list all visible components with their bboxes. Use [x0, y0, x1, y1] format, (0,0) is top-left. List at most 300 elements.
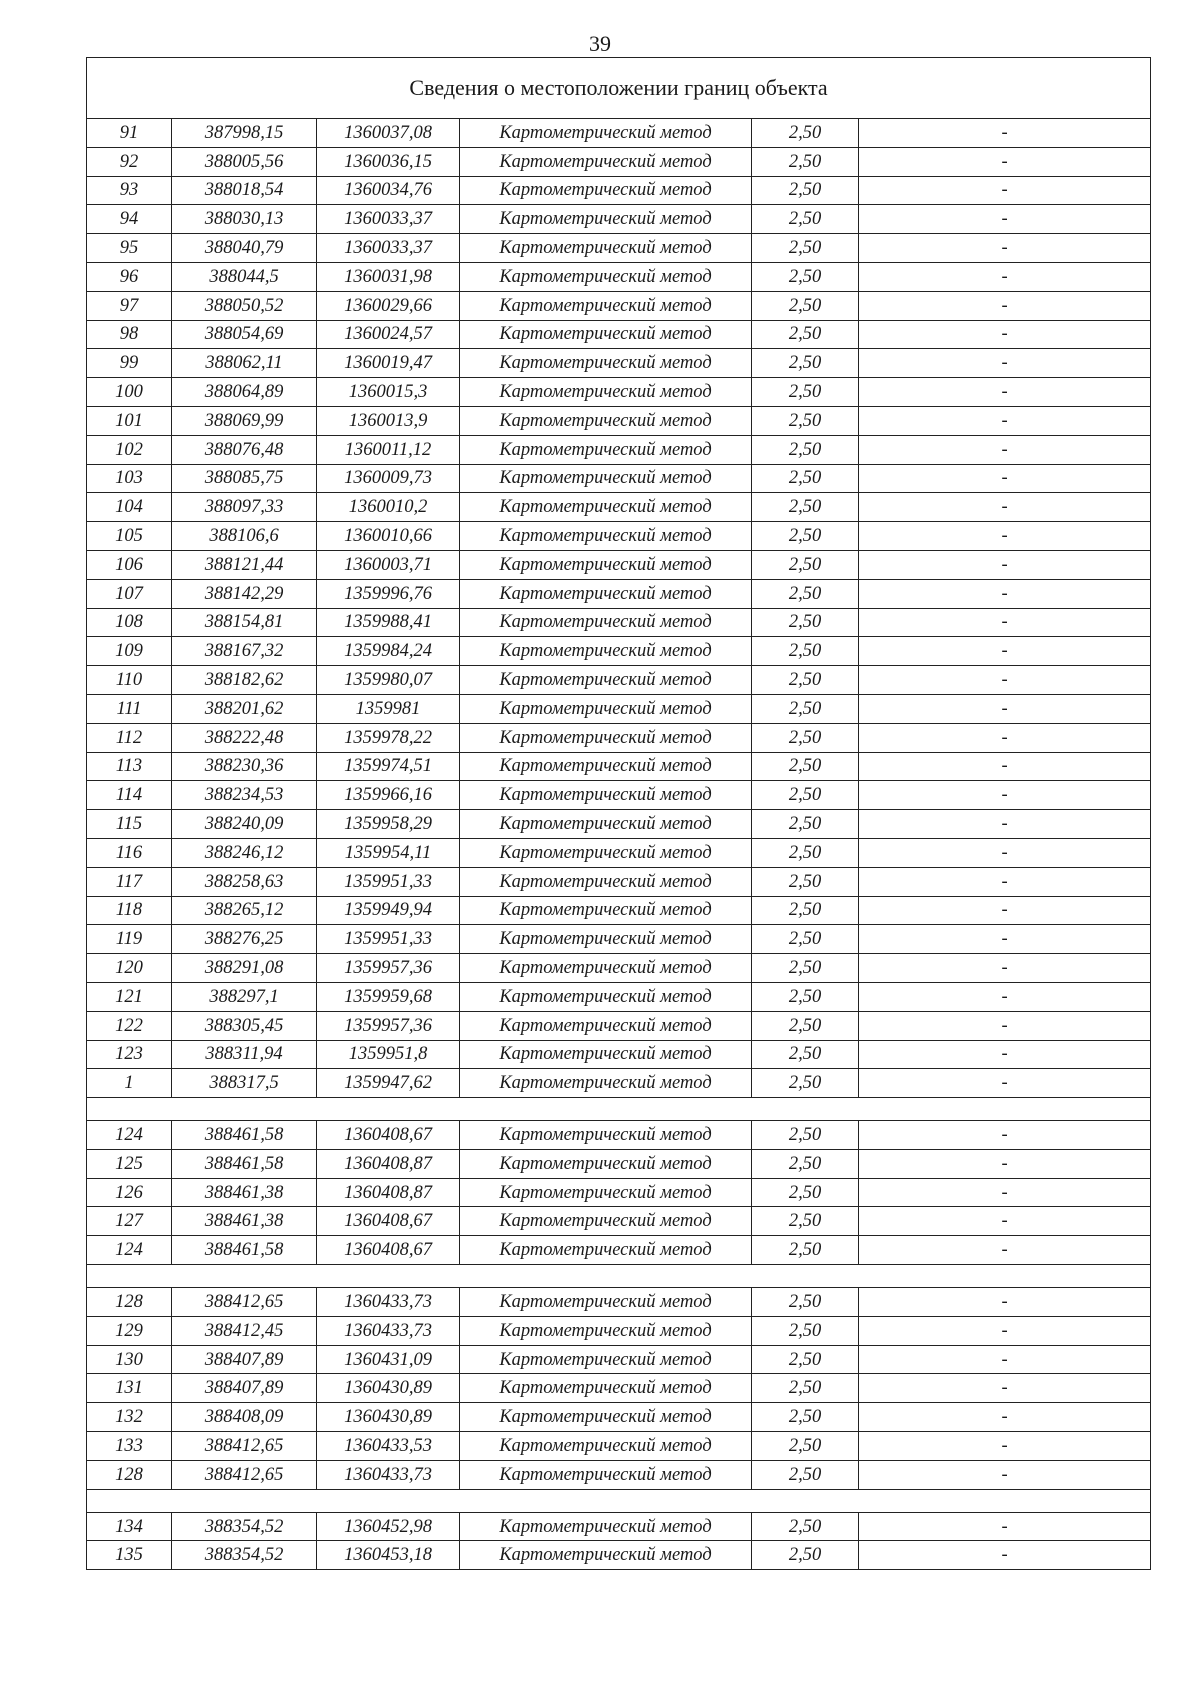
table-row [87, 406, 1151, 435]
note-cell: - [859, 1121, 1151, 1150]
table-row [87, 550, 1151, 579]
table-row [87, 1345, 1151, 1374]
table-row [87, 1069, 1151, 1098]
point-number-cell: 94 [87, 205, 172, 234]
accuracy-cell: 2,50 [752, 119, 859, 148]
point-number-cell: 100 [87, 378, 172, 407]
note-cell: - [859, 1432, 1151, 1461]
table-row [87, 147, 1151, 176]
x-coordinate-cell: 388354,52 [172, 1512, 317, 1541]
x-coordinate-cell: 388412,65 [172, 1288, 317, 1317]
method-cell: Картометрический метод [460, 1541, 752, 1570]
accuracy-cell: 2,50 [752, 1121, 859, 1150]
point-number-cell: 128 [87, 1460, 172, 1489]
point-number-cell: 117 [87, 867, 172, 896]
x-coordinate-cell: 388461,58 [172, 1236, 317, 1265]
accuracy-cell: 2,50 [752, 838, 859, 867]
y-coordinate-cell: 1360430,89 [317, 1403, 460, 1432]
note-cell: - [859, 378, 1151, 407]
method-cell: Картометрический метод [460, 1040, 752, 1069]
x-coordinate-cell: 388354,52 [172, 1541, 317, 1570]
method-cell: Картометрический метод [460, 1011, 752, 1040]
accuracy-cell: 2,50 [752, 810, 859, 839]
x-coordinate-cell: 388276,25 [172, 925, 317, 954]
point-number-cell: 92 [87, 147, 172, 176]
note-cell: - [859, 579, 1151, 608]
x-coordinate-cell: 388412,65 [172, 1460, 317, 1489]
point-number-cell: 124 [87, 1236, 172, 1265]
note-cell: - [859, 522, 1151, 551]
x-coordinate-cell: 388142,29 [172, 579, 317, 608]
accuracy-cell: 2,50 [752, 666, 859, 695]
table-row [87, 1149, 1151, 1178]
table-row [87, 378, 1151, 407]
y-coordinate-cell: 1360033,37 [317, 205, 460, 234]
group-separator-cell [87, 1098, 1151, 1121]
point-number-cell: 104 [87, 493, 172, 522]
x-coordinate-cell: 388230,36 [172, 752, 317, 781]
method-cell: Картометрический метод [460, 608, 752, 637]
accuracy-cell: 2,50 [752, 1207, 859, 1236]
y-coordinate-cell: 1360408,87 [317, 1149, 460, 1178]
note-cell: - [859, 1345, 1151, 1374]
note-cell: - [859, 982, 1151, 1011]
method-cell: Картометрический метод [460, 291, 752, 320]
table-title: Сведения о местоположении границ объекта [87, 58, 1151, 119]
method-cell: Картометрический метод [460, 810, 752, 839]
x-coordinate-cell: 388407,89 [172, 1345, 317, 1374]
accuracy-cell: 2,50 [752, 1178, 859, 1207]
x-coordinate-cell: 388317,5 [172, 1069, 317, 1098]
note-cell: - [859, 1541, 1151, 1570]
point-number-cell: 131 [87, 1374, 172, 1403]
y-coordinate-cell: 1360003,71 [317, 550, 460, 579]
method-cell: Картометрический метод [460, 378, 752, 407]
y-coordinate-cell: 1360033,37 [317, 234, 460, 263]
table-row [87, 1207, 1151, 1236]
accuracy-cell: 2,50 [752, 1069, 859, 1098]
point-number-cell: 130 [87, 1345, 172, 1374]
point-number-cell: 98 [87, 320, 172, 349]
x-coordinate-cell: 387998,15 [172, 119, 317, 148]
note-cell: - [859, 608, 1151, 637]
table-row [87, 119, 1151, 148]
point-number-cell: 108 [87, 608, 172, 637]
x-coordinate-cell: 388085,75 [172, 464, 317, 493]
note-cell: - [859, 954, 1151, 983]
method-cell: Картометрический метод [460, 320, 752, 349]
x-coordinate-cell: 388222,48 [172, 723, 317, 752]
accuracy-cell: 2,50 [752, 147, 859, 176]
y-coordinate-cell: 1359958,29 [317, 810, 460, 839]
x-coordinate-cell: 388054,69 [172, 320, 317, 349]
accuracy-cell: 2,50 [752, 1345, 859, 1374]
accuracy-cell: 2,50 [752, 378, 859, 407]
table-row [87, 464, 1151, 493]
y-coordinate-cell: 1360433,53 [317, 1432, 460, 1461]
table-row [87, 205, 1151, 234]
note-cell: - [859, 493, 1151, 522]
y-coordinate-cell: 1359954,11 [317, 838, 460, 867]
point-number-cell: 113 [87, 752, 172, 781]
x-coordinate-cell: 388258,63 [172, 867, 317, 896]
accuracy-cell: 2,50 [752, 781, 859, 810]
note-cell: - [859, 349, 1151, 378]
point-number-cell: 134 [87, 1512, 172, 1541]
note-cell: - [859, 752, 1151, 781]
note-cell: - [859, 838, 1151, 867]
point-number-cell: 97 [87, 291, 172, 320]
method-cell: Картометрический метод [460, 119, 752, 148]
accuracy-cell: 2,50 [752, 637, 859, 666]
accuracy-cell: 2,50 [752, 896, 859, 925]
note-cell: - [859, 1011, 1151, 1040]
y-coordinate-cell: 1359966,16 [317, 781, 460, 810]
point-number-cell: 111 [87, 694, 172, 723]
table-row [87, 925, 1151, 954]
point-number-cell: 95 [87, 234, 172, 263]
table-row [87, 1403, 1151, 1432]
method-cell: Картометрический метод [460, 579, 752, 608]
table-row [87, 1460, 1151, 1489]
y-coordinate-cell: 1360037,08 [317, 119, 460, 148]
table-row [87, 176, 1151, 205]
y-coordinate-cell: 1360013,9 [317, 406, 460, 435]
method-cell: Картометрический метод [460, 666, 752, 695]
x-coordinate-cell: 388408,09 [172, 1403, 317, 1432]
table-row [87, 982, 1151, 1011]
note-cell: - [859, 1069, 1151, 1098]
group-separator-row [87, 1098, 1151, 1121]
table-row [87, 493, 1151, 522]
note-cell: - [859, 205, 1151, 234]
y-coordinate-cell: 1360010,2 [317, 493, 460, 522]
note-cell: - [859, 1288, 1151, 1317]
method-cell: Картометрический метод [460, 1236, 752, 1265]
y-coordinate-cell: 1359978,22 [317, 723, 460, 752]
y-coordinate-cell: 1360430,89 [317, 1374, 460, 1403]
note-cell: - [859, 666, 1151, 695]
x-coordinate-cell: 388461,38 [172, 1207, 317, 1236]
method-cell: Картометрический метод [460, 1121, 752, 1150]
accuracy-cell: 2,50 [752, 982, 859, 1011]
group-separator-cell [87, 1265, 1151, 1288]
table-row [87, 1236, 1151, 1265]
note-cell: - [859, 320, 1151, 349]
accuracy-cell: 2,50 [752, 1460, 859, 1489]
method-cell: Картометрический метод [460, 1345, 752, 1374]
x-coordinate-cell: 388069,99 [172, 406, 317, 435]
accuracy-cell: 2,50 [752, 1011, 859, 1040]
method-cell: Картометрический метод [460, 550, 752, 579]
method-cell: Картометрический метод [460, 896, 752, 925]
y-coordinate-cell: 1359947,62 [317, 1069, 460, 1098]
y-coordinate-cell: 1359974,51 [317, 752, 460, 781]
x-coordinate-cell: 388412,65 [172, 1432, 317, 1461]
y-coordinate-cell: 1360024,57 [317, 320, 460, 349]
note-cell: - [859, 1374, 1151, 1403]
group-separator-row [87, 1265, 1151, 1288]
table-row [87, 1040, 1151, 1069]
point-number-cell: 124 [87, 1121, 172, 1150]
point-number-cell: 101 [87, 406, 172, 435]
table-row [87, 1178, 1151, 1207]
x-coordinate-cell: 388005,56 [172, 147, 317, 176]
point-number-cell: 128 [87, 1288, 172, 1317]
method-cell: Картометрический метод [460, 1512, 752, 1541]
y-coordinate-cell: 1359959,68 [317, 982, 460, 1011]
accuracy-cell: 2,50 [752, 291, 859, 320]
x-coordinate-cell: 388044,5 [172, 262, 317, 291]
table-row [87, 781, 1151, 810]
x-coordinate-cell: 388018,54 [172, 176, 317, 205]
method-cell: Картометрический метод [460, 637, 752, 666]
method-cell: Картометрический метод [460, 464, 752, 493]
table-row [87, 234, 1151, 263]
point-number-cell: 121 [87, 982, 172, 1011]
accuracy-cell: 2,50 [752, 723, 859, 752]
note-cell: - [859, 896, 1151, 925]
y-coordinate-cell: 1359988,41 [317, 608, 460, 637]
point-number-cell: 120 [87, 954, 172, 983]
note-cell: - [859, 1403, 1151, 1432]
note-cell: - [859, 119, 1151, 148]
method-cell: Картометрический метод [460, 781, 752, 810]
method-cell: Картометрический метод [460, 1207, 752, 1236]
x-coordinate-cell: 388201,62 [172, 694, 317, 723]
method-cell: Картометрический метод [460, 1432, 752, 1461]
accuracy-cell: 2,50 [752, 1512, 859, 1541]
point-number-cell: 103 [87, 464, 172, 493]
method-cell: Картометрический метод [460, 493, 752, 522]
page-number: 39 [589, 31, 611, 56]
point-number-cell: 107 [87, 579, 172, 608]
note-cell: - [859, 1207, 1151, 1236]
x-coordinate-cell: 388182,62 [172, 666, 317, 695]
method-cell: Картометрический метод [460, 1288, 752, 1317]
y-coordinate-cell: 1359957,36 [317, 1011, 460, 1040]
accuracy-cell: 2,50 [752, 320, 859, 349]
note-cell: - [859, 550, 1151, 579]
method-cell: Картометрический метод [460, 838, 752, 867]
point-number-cell: 96 [87, 262, 172, 291]
method-cell: Картометрический метод [460, 925, 752, 954]
y-coordinate-cell: 1359981 [317, 694, 460, 723]
y-coordinate-cell: 1360009,73 [317, 464, 460, 493]
method-cell: Картометрический метод [460, 406, 752, 435]
accuracy-cell: 2,50 [752, 694, 859, 723]
accuracy-cell: 2,50 [752, 867, 859, 896]
x-coordinate-cell: 388106,6 [172, 522, 317, 551]
method-cell: Картометрический метод [460, 1374, 752, 1403]
x-coordinate-cell: 388311,94 [172, 1040, 317, 1069]
y-coordinate-cell: 1360031,98 [317, 262, 460, 291]
point-number-cell: 109 [87, 637, 172, 666]
x-coordinate-cell: 388167,32 [172, 637, 317, 666]
y-coordinate-cell: 1360431,09 [317, 1345, 460, 1374]
x-coordinate-cell: 388121,44 [172, 550, 317, 579]
table-row [87, 1288, 1151, 1317]
point-number-cell: 106 [87, 550, 172, 579]
x-coordinate-cell: 388064,89 [172, 378, 317, 407]
note-cell: - [859, 406, 1151, 435]
accuracy-cell: 2,50 [752, 493, 859, 522]
point-number-cell: 133 [87, 1432, 172, 1461]
method-cell: Картометрический метод [460, 1069, 752, 1098]
method-cell: Картометрический метод [460, 694, 752, 723]
note-cell: - [859, 464, 1151, 493]
table-row [87, 637, 1151, 666]
point-number-cell: 132 [87, 1403, 172, 1432]
y-coordinate-cell: 1360034,76 [317, 176, 460, 205]
y-coordinate-cell: 1359957,36 [317, 954, 460, 983]
x-coordinate-cell: 388040,79 [172, 234, 317, 263]
method-cell: Картометрический метод [460, 1403, 752, 1432]
note-cell: - [859, 781, 1151, 810]
x-coordinate-cell: 388097,33 [172, 493, 317, 522]
point-number-cell: 123 [87, 1040, 172, 1069]
table-row [87, 896, 1151, 925]
y-coordinate-cell: 1359996,76 [317, 579, 460, 608]
x-coordinate-cell: 388154,81 [172, 608, 317, 637]
note-cell: - [859, 1178, 1151, 1207]
x-coordinate-cell: 388240,09 [172, 810, 317, 839]
note-cell: - [859, 1460, 1151, 1489]
table-row [87, 752, 1151, 781]
point-number-cell: 112 [87, 723, 172, 752]
table-row [87, 579, 1151, 608]
x-coordinate-cell: 388461,38 [172, 1178, 317, 1207]
x-coordinate-cell: 388234,53 [172, 781, 317, 810]
method-cell: Картометрический метод [460, 1316, 752, 1345]
y-coordinate-cell: 1360029,66 [317, 291, 460, 320]
accuracy-cell: 2,50 [752, 1374, 859, 1403]
table-row [87, 810, 1151, 839]
y-coordinate-cell: 1359951,8 [317, 1040, 460, 1069]
accuracy-cell: 2,50 [752, 752, 859, 781]
y-coordinate-cell: 1360036,15 [317, 147, 460, 176]
point-number-cell: 99 [87, 349, 172, 378]
x-coordinate-cell: 388246,12 [172, 838, 317, 867]
point-number-cell: 91 [87, 119, 172, 148]
note-cell: - [859, 435, 1151, 464]
x-coordinate-cell: 388291,08 [172, 954, 317, 983]
y-coordinate-cell: 1360408,67 [317, 1236, 460, 1265]
point-number-cell: 105 [87, 522, 172, 551]
accuracy-cell: 2,50 [752, 954, 859, 983]
point-number-cell: 115 [87, 810, 172, 839]
note-cell: - [859, 867, 1151, 896]
point-number-cell: 119 [87, 925, 172, 954]
x-coordinate-cell: 388407,89 [172, 1374, 317, 1403]
table-row [87, 262, 1151, 291]
point-number-cell: 122 [87, 1011, 172, 1040]
point-number-cell: 135 [87, 1541, 172, 1570]
y-coordinate-cell: 1359951,33 [317, 867, 460, 896]
method-cell: Картометрический метод [460, 723, 752, 752]
table-row [87, 1541, 1151, 1570]
boundary-coordinates-table [86, 57, 1151, 1570]
y-coordinate-cell: 1359980,07 [317, 666, 460, 695]
x-coordinate-cell: 388062,11 [172, 349, 317, 378]
accuracy-cell: 2,50 [752, 435, 859, 464]
x-coordinate-cell: 388030,13 [172, 205, 317, 234]
accuracy-cell: 2,50 [752, 176, 859, 205]
table-row [87, 694, 1151, 723]
table-row [87, 666, 1151, 695]
table-row [87, 1432, 1151, 1461]
note-cell: - [859, 234, 1151, 263]
method-cell: Картометрический метод [460, 349, 752, 378]
x-coordinate-cell: 388265,12 [172, 896, 317, 925]
accuracy-cell: 2,50 [752, 406, 859, 435]
point-number-cell: 93 [87, 176, 172, 205]
note-cell: - [859, 1149, 1151, 1178]
method-cell: Картометрический метод [460, 1178, 752, 1207]
table-row [87, 1316, 1151, 1345]
table-body [87, 58, 1151, 1570]
method-cell: Картометрический метод [460, 752, 752, 781]
accuracy-cell: 2,50 [752, 1040, 859, 1069]
accuracy-cell: 2,50 [752, 1541, 859, 1570]
accuracy-cell: 2,50 [752, 550, 859, 579]
group-separator-row [87, 1489, 1151, 1512]
y-coordinate-cell: 1359949,94 [317, 896, 460, 925]
x-coordinate-cell: 388461,58 [172, 1121, 317, 1150]
point-number-cell: 126 [87, 1178, 172, 1207]
y-coordinate-cell: 1360452,98 [317, 1512, 460, 1541]
method-cell: Картометрический метод [460, 435, 752, 464]
x-coordinate-cell: 388076,48 [172, 435, 317, 464]
accuracy-cell: 2,50 [752, 925, 859, 954]
table-row [87, 954, 1151, 983]
y-coordinate-cell: 1360019,47 [317, 349, 460, 378]
accuracy-cell: 2,50 [752, 1432, 859, 1461]
y-coordinate-cell: 1360015,3 [317, 378, 460, 407]
note-cell: - [859, 723, 1151, 752]
x-coordinate-cell: 388050,52 [172, 291, 317, 320]
table-row [87, 1374, 1151, 1403]
method-cell: Картометрический метод [460, 1460, 752, 1489]
method-cell: Картометрический метод [460, 176, 752, 205]
table-row [87, 1121, 1151, 1150]
accuracy-cell: 2,50 [752, 1403, 859, 1432]
x-coordinate-cell: 388297,1 [172, 982, 317, 1011]
method-cell: Картометрический метод [460, 867, 752, 896]
y-coordinate-cell: 1360433,73 [317, 1288, 460, 1317]
accuracy-cell: 2,50 [752, 234, 859, 263]
y-coordinate-cell: 1359951,33 [317, 925, 460, 954]
x-coordinate-cell: 388461,58 [172, 1149, 317, 1178]
point-number-cell: 129 [87, 1316, 172, 1345]
y-coordinate-cell: 1360408,87 [317, 1178, 460, 1207]
y-coordinate-cell: 1360011,12 [317, 435, 460, 464]
point-number-cell: 1 [87, 1069, 172, 1098]
point-number-cell: 110 [87, 666, 172, 695]
point-number-cell: 116 [87, 838, 172, 867]
note-cell: - [859, 637, 1151, 666]
note-cell: - [859, 291, 1151, 320]
note-cell: - [859, 1512, 1151, 1541]
note-cell: - [859, 1040, 1151, 1069]
accuracy-cell: 2,50 [752, 1316, 859, 1345]
table-row [87, 349, 1151, 378]
accuracy-cell: 2,50 [752, 349, 859, 378]
accuracy-cell: 2,50 [752, 522, 859, 551]
table-row [87, 838, 1151, 867]
point-number-cell: 102 [87, 435, 172, 464]
y-coordinate-cell: 1360010,66 [317, 522, 460, 551]
